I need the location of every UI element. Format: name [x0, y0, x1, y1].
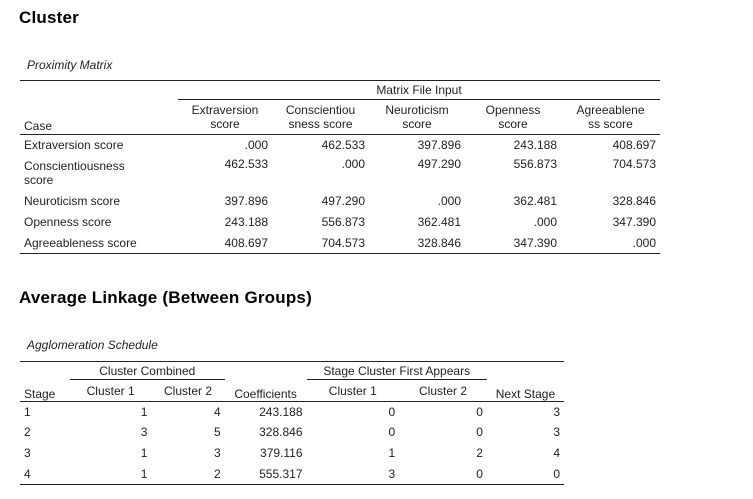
table-cell: 556.873 [513, 156, 557, 171]
table-cell: 328.846 [259, 425, 303, 439]
table-cell: 3 [213, 446, 221, 460]
table-cell: 497.290 [321, 194, 365, 208]
row-label: Openness score [24, 215, 112, 229]
table-cell: 328.846 [612, 194, 656, 208]
table-row [20, 402, 564, 422]
table-row [20, 212, 660, 233]
table-cell: 0 [399, 402, 487, 422]
row-label: Extraversion score [20, 135, 178, 155]
table-cell: .000 [437, 194, 461, 208]
table-cell: 497.290 [417, 156, 461, 171]
table-cell: 0 [307, 402, 400, 422]
stage-header: Stage [24, 387, 56, 401]
row-label: Neuroticism score [24, 194, 121, 208]
table-row [20, 422, 564, 443]
cluster-combined-header: Cluster Combined [70, 362, 225, 380]
table-cell: 704.573 [612, 156, 656, 171]
table-cell: 3 [140, 425, 148, 439]
column-header: Cluster 1 [86, 383, 135, 398]
table-cell: 2 [24, 425, 31, 439]
section-title: Average Linkage (Between Groups) [19, 288, 312, 307]
table-cell: 243.188 [224, 215, 268, 229]
table-cell: 555.317 [225, 464, 307, 485]
case-header: Case [24, 119, 53, 133]
table-row [20, 155, 660, 191]
column-header: Neuroticism score [385, 103, 449, 131]
table-cell: 5 [213, 425, 221, 439]
column-header: Conscientiou sness score [285, 103, 356, 131]
agglomeration-schedule-table [20, 361, 564, 485]
coefficients-header: Coefficients [234, 387, 297, 401]
table-cell: 347.390 [465, 233, 561, 254]
table-row [20, 135, 660, 155]
column-header: Cluster 2 [164, 383, 213, 398]
table-cell: 0 [399, 464, 487, 485]
row-label: Conscientiousness score [24, 158, 125, 187]
column-header: Cluster 2 [419, 383, 468, 398]
table-cell: 3 [24, 446, 31, 460]
table-row [20, 464, 564, 485]
table-cell: 0 [388, 425, 396, 439]
table-cell: 462.533 [224, 156, 268, 171]
table-cell: 408.697 [561, 135, 660, 155]
matrix-group-header: Matrix File Input [178, 81, 660, 100]
table-cell: 2 [151, 464, 224, 485]
agglomeration-schedule-caption: Agglomeration Schedule [27, 338, 158, 352]
table-cell: .000 [533, 215, 557, 229]
table-cell: 1 [140, 446, 148, 460]
table-cell: 0 [487, 464, 564, 485]
table-cell: .000 [341, 156, 365, 171]
column-header: Openness score [485, 103, 541, 131]
table-cell: 1 [388, 446, 396, 460]
column-header: Agreeablene ss score [576, 103, 645, 131]
table-cell: 397.896 [224, 194, 268, 208]
table-cell: 243.188 [225, 402, 307, 422]
table-cell: 4 [20, 464, 70, 485]
proximity-matrix-caption: Proximity Matrix [27, 58, 113, 72]
table-cell: 347.390 [612, 215, 656, 229]
table-cell: 397.896 [369, 135, 465, 155]
table-row [20, 233, 660, 254]
table-cell: 408.697 [178, 233, 272, 254]
table-cell: 379.116 [260, 446, 303, 460]
table-cell: 3 [307, 464, 400, 485]
table-cell: 243.188 [465, 135, 561, 155]
table-cell: 362.481 [513, 194, 557, 208]
table-cell: 704.573 [272, 233, 369, 254]
table-row [20, 191, 660, 212]
stage-cluster-first-appears-header: Stage Cluster First Appears [307, 362, 487, 380]
table-cell: 4 [553, 446, 560, 460]
table-cell: 362.481 [417, 215, 461, 229]
table-cell: .000 [561, 233, 660, 254]
table-cell: 2 [476, 446, 483, 460]
column-header: Extraversion score [191, 103, 259, 131]
table-cell: 556.873 [321, 215, 365, 229]
table-cell: 1 [70, 464, 151, 485]
page-title: Cluster [19, 8, 79, 27]
table-cell: 4 [151, 402, 224, 422]
column-header: Cluster 1 [328, 383, 377, 398]
table-cell: 1 [20, 402, 70, 422]
table-cell: .000 [178, 135, 272, 155]
table-cell: 3 [553, 425, 560, 439]
table-cell: 0 [476, 425, 483, 439]
next-stage-header: Next Stage [495, 387, 556, 401]
table-row [20, 443, 564, 464]
table-cell: 462.533 [272, 135, 369, 155]
table-cell: 3 [487, 402, 564, 422]
table-cell: 1 [70, 402, 151, 422]
proximity-matrix-table [20, 80, 660, 254]
table-cell: 328.846 [369, 233, 465, 254]
row-label: Agreeableness score [20, 233, 178, 254]
